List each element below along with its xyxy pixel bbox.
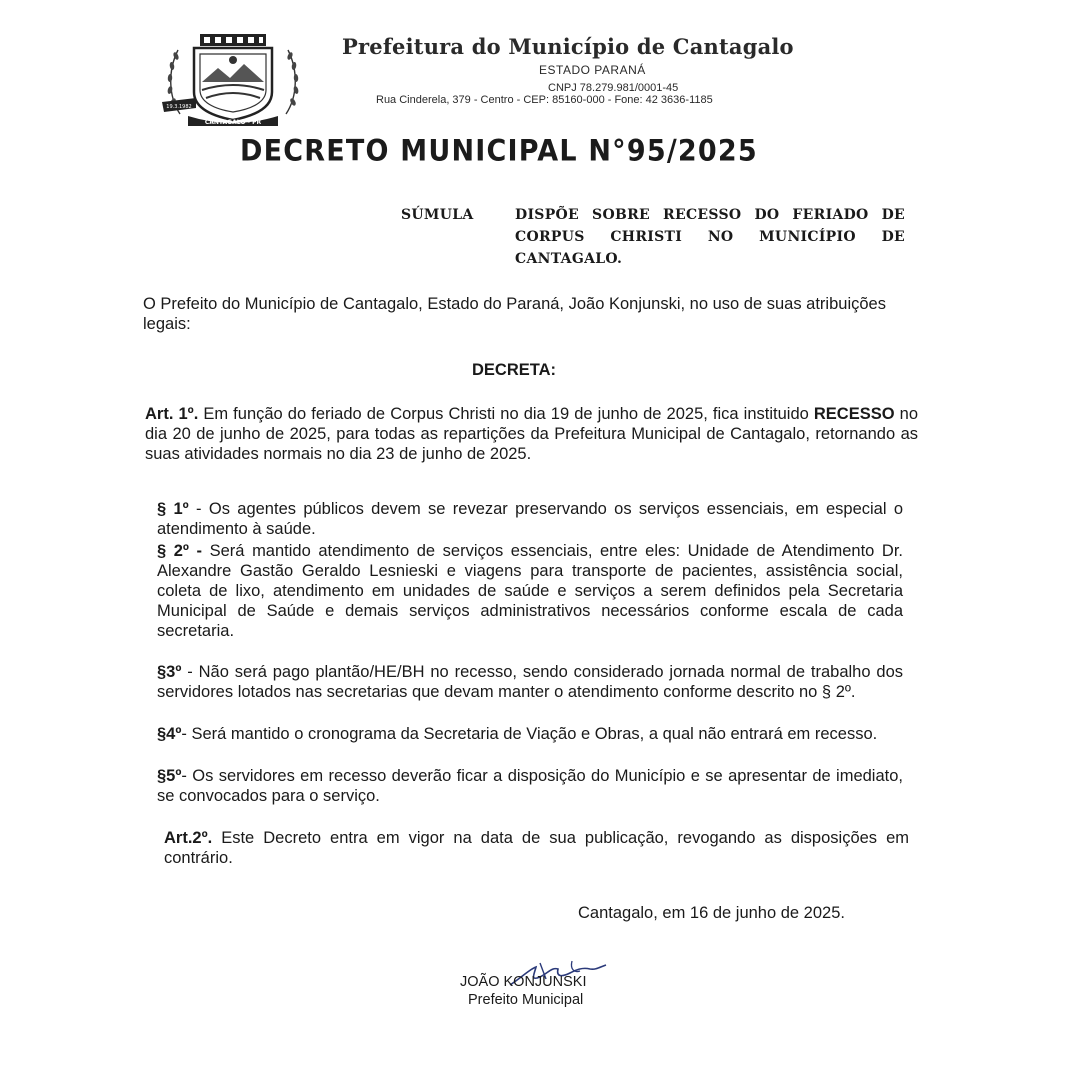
paragraph-label: § 1º [157, 500, 189, 518]
paragraph-label: § 2º - [157, 542, 203, 560]
city-date: Cantagalo, em 16 de junho de 2025. [578, 904, 845, 922]
svg-text:19.3.1982: 19.3.1982 [166, 104, 192, 110]
paragraph-1 [157, 499, 903, 539]
paragraph-label: §3º [157, 663, 182, 681]
article-2-label: Art.2º. [164, 829, 213, 847]
paragraph-text: - Será mantido o cronograma da Secretaria de Viação e Obras, a qual não entrará em recesso. [181, 725, 878, 743]
article-1-label: Art. 1º. [145, 405, 199, 423]
article-1 [145, 404, 918, 464]
paragraph-2 [157, 541, 903, 641]
org-state: ESTADO PARANÁ [539, 63, 646, 77]
svg-text:CANTAGALO - PR: CANTAGALO - PR [204, 119, 262, 126]
paragraph-text: - Os agentes públicos devem se revezar preservando os serviços essenciais, em especial o atendimento à saúde. [157, 500, 904, 538]
org-address: Rua Cinderela, 379 - Centro - CEP: 85160-000 - Fone: 42 3636-1185 [376, 94, 713, 106]
paragraph-text: - Os servidores em recesso deverão ficar a disposição do Município e se apresentar de imediato, se convocados para o serviço. [157, 767, 903, 805]
article-2-text: Este Decreto entra em vigor na data de sua publicação, revogando as disposições em contrário. [164, 829, 909, 867]
signatory-name: JOÃO KONJUNSKI [460, 974, 587, 990]
paragraph-text: - Não será pago plantão/HE/BH no recesso, sendo considerado jornada normal de trabalho dos servidores lotados nas secretarias que devam manter o atendimento conforme descrito no § 2º. [157, 663, 903, 701]
paragraph-text: Será mantido atendimento de serviços essenciais, entre eles: Unidade de Atendimento Dr. Alexandre Gastão Geraldo Lesnieski e viagens para transporte de pacientes, assistência social, coleta de lixo, atendimento em unidades de saúde e serviços a serem definidos pela Secretaria Municipal de Saúde e demais serviços administrativos necessários conforme escala de cada secretaria. [157, 542, 903, 640]
article-2 [164, 828, 909, 868]
paragraph-3 [157, 662, 903, 702]
article-1-text-b: no dia 20 de junho de 2025, para todas as repartições da Prefeitura Municipal de Cantagalo, retornando as suas atividades normais no dia 23 de junho de 2025. [145, 405, 918, 463]
signatory-role: Prefeito Municipal [468, 992, 584, 1008]
article-1-highlight: RECESSO [813, 405, 895, 423]
paragraph-label: §4º [157, 725, 182, 743]
paragraph-label: §5º [157, 767, 182, 785]
intro-paragraph: O Prefeito do Município de Cantagalo, Estado do Paraná, João Konjunski, no uso de suas atribuições legais: [143, 295, 886, 333]
article-1-text-a: Em função do feriado de Corpus Christi no dia 19 de junho de 2025, fica instituido [198, 405, 814, 423]
decreta-heading: DECRETA: [472, 361, 557, 379]
paragraph-4 [157, 724, 903, 744]
sumula-text: DISPÕE SOBRE RECESSO DO FERIADO DE CORPUS CHRISTI NO MUNICÍPIO DE CANTAGALO. [515, 207, 905, 267]
org-cnpj: CNPJ 78.279.981/0001-45 [548, 82, 679, 94]
sumula-label: SÚMULA [401, 207, 474, 223]
paragraph-5 [157, 766, 903, 806]
decree-title: DECRETO MUNICIPAL N°95/2025 [240, 134, 758, 169]
org-name: Prefeitura do Município de Cantagalo [342, 34, 794, 59]
municipal-crest-icon [158, 30, 308, 126]
